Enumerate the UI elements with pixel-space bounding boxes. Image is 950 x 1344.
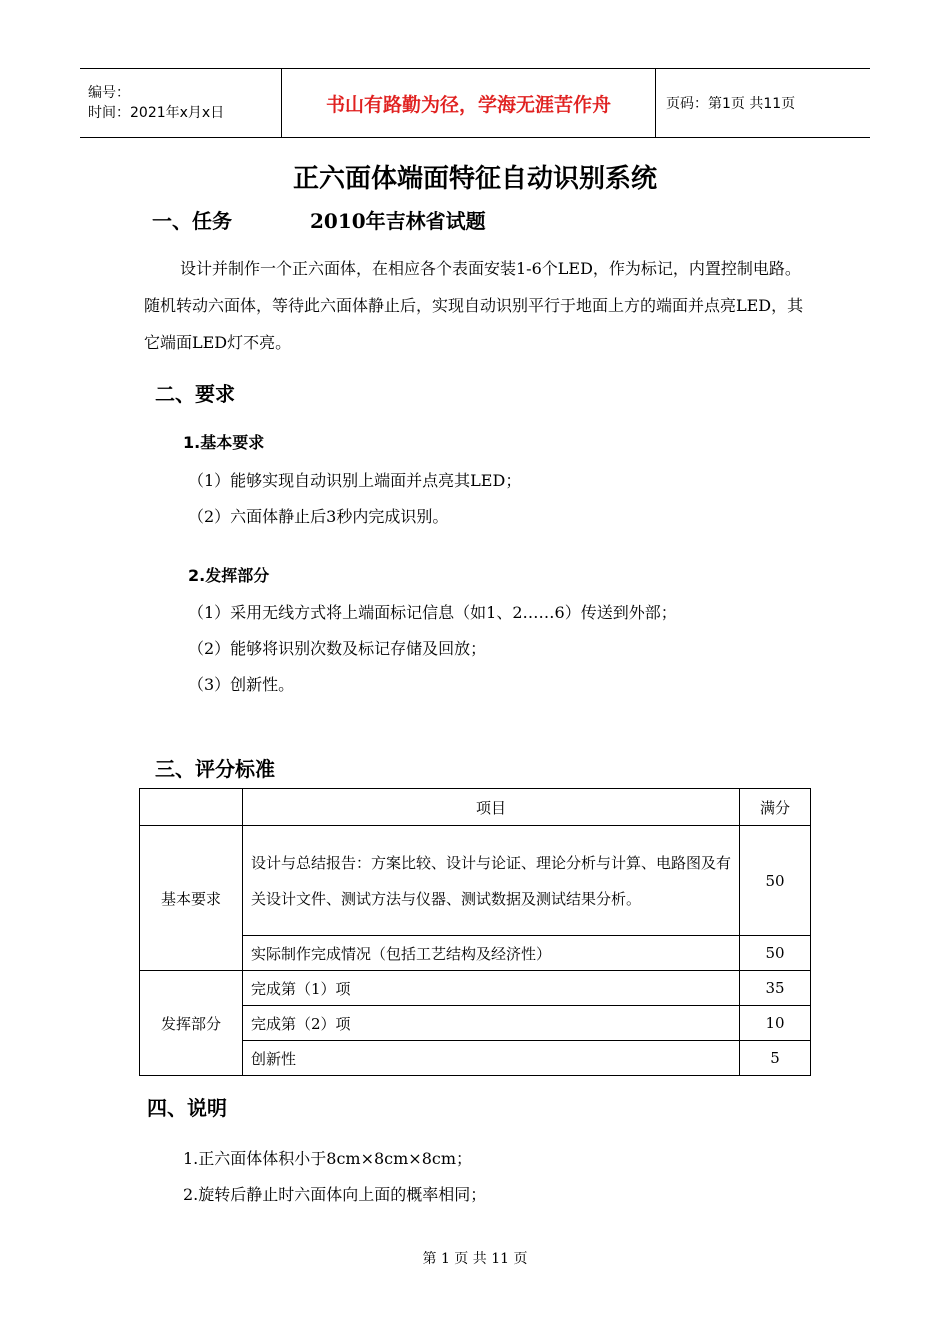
basic-item: （2）六面体静止后3秒内完成识别。 — [188, 507, 449, 526]
section4-heading: 四、说明 — [147, 1096, 227, 1120]
section1-subtitle: 2010年吉林省试题 — [310, 209, 486, 233]
category-advanced: 发挥部分 — [140, 971, 243, 1076]
basic-item: （1）能够实现自动识别上端面并点亮其LED； — [188, 471, 522, 490]
motto: 书山有路勤为径，学海无涯苦作舟 — [325, 93, 611, 116]
advanced-item: （3）创新性。 — [188, 675, 295, 694]
task-paragraph: 设计并制作一个正六面体，在相应各个表面安装1-6个LED，作为标记，内置控制电路。随机转动六面体，等待此六面体静止后，实现自动识别平行于地面上方的端面并点亮LED，其它端面LED灯不亮。 — [144, 259, 804, 352]
advanced-item: （2）能够将识别次数及标记存储及回放； — [188, 639, 487, 658]
table-cell-item: 设计与总结报告：方案比较、设计与论证、理论分析与计算、电路图及有关设计文件、测试方法与仪器、测试数据及测试结果分析。 — [243, 826, 740, 936]
time-label: 时间：2021年x月x日 — [88, 105, 225, 121]
section1-heading: 一、任务 — [152, 209, 232, 233]
table-cell-score: 50 — [740, 826, 811, 936]
table-cell-score: 50 — [740, 936, 811, 971]
col-header-score: 满分 — [740, 789, 811, 826]
table-cell-score: 35 — [740, 971, 811, 1006]
table-row — [140, 971, 811, 1006]
table-row — [140, 826, 811, 936]
table-cell-score: 10 — [740, 1006, 811, 1041]
table-cell-item: 完成第（1）项 — [243, 971, 740, 1006]
header-meta — [80, 69, 281, 137]
advanced-title: 2.发挥部分 — [188, 566, 270, 585]
col-header-item: 项目 — [243, 789, 740, 826]
page-footer: 第 1 页 共 11 页 — [422, 1251, 528, 1267]
section2-heading: 二、要求 — [155, 382, 235, 406]
page-header — [80, 68, 870, 138]
table-cell-item: 完成第（2）项 — [243, 1006, 740, 1041]
scoring-table — [139, 788, 811, 1076]
table-cell-score: 5 — [740, 1041, 811, 1076]
table-header-row — [140, 789, 811, 826]
number-label: 编号： — [88, 85, 130, 101]
table-cell-item: 实际制作完成情况（包括工艺结构及经济性） — [243, 936, 740, 971]
header-motto-cell — [281, 69, 656, 137]
note-item: 1.正六面体体积小于8cm×8cm×8cm； — [183, 1149, 473, 1168]
basic-requirements-title: 1.基本要求 — [183, 433, 265, 452]
category-basic: 基本要求 — [140, 826, 243, 971]
section3-heading: 三、评分标准 — [155, 757, 275, 781]
document-title: 正六面体端面特征自动识别系统 — [292, 164, 657, 194]
table-corner-cell — [140, 789, 243, 826]
advanced-item: （1）采用无线方式将上端面标记信息（如1、2……6）传送到外部； — [188, 603, 677, 622]
table-cell-item: 创新性 — [243, 1041, 740, 1076]
note-item: 2.旋转后静止时六面体向上面的概率相同； — [183, 1185, 487, 1204]
header-page-info: 页码：第1页 共11页 — [666, 96, 796, 112]
